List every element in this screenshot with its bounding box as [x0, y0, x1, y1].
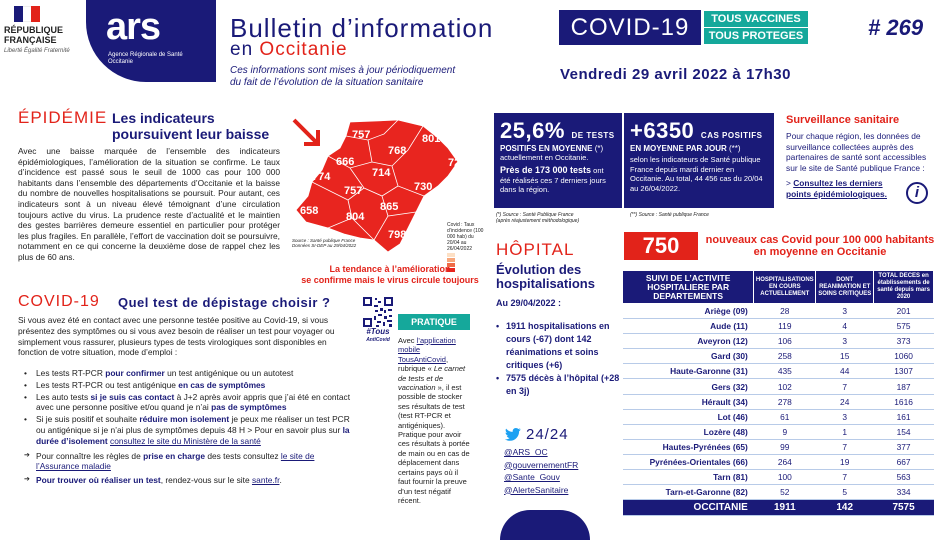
- table-cell-rea: 44: [816, 364, 874, 379]
- epidemie-subheading: Les indicateurs poursuivent leur baisse: [112, 110, 270, 142]
- source-note-2: (**) Source : Santé publique France: [630, 212, 709, 218]
- map-value: 865: [380, 201, 399, 213]
- col-header: TOTAL DECES en établissements de santé depuis mars 2020: [874, 271, 934, 304]
- twitter-link[interactable]: @Sante_Gouv: [504, 472, 560, 482]
- tests-subheading: Quel test de dépistage choisir ?: [118, 295, 331, 310]
- tousanticovid-label: #Tous AntiCovid: [366, 327, 390, 343]
- list-item: • Les tests RT-PCR pour confirmer un test antigénique ou un autotest: [22, 368, 358, 379]
- table-cell-deces: 154: [874, 424, 934, 439]
- table-cell-deces: 373: [874, 334, 934, 349]
- table-cell-deces: 1307: [874, 364, 934, 379]
- table-cell-deces: 377: [874, 439, 934, 454]
- rf-title: RÉPUBLIQUE FRANÇAISE: [4, 25, 64, 45]
- hopital-heading: HÔPITAL: [496, 240, 575, 259]
- table-cell-deces: 563: [874, 470, 934, 485]
- table-row: [623, 319, 934, 334]
- map-value: 757: [344, 185, 363, 197]
- bulletin-date: Vendredi 29 avril 2022 à 17h30: [560, 66, 791, 83]
- subtitle: Ces informations sont mises à jour périodiquement du fait de l’évolution de la situation sanitaire: [230, 65, 456, 88]
- map-value: 714: [372, 167, 391, 179]
- table-cell-dep: Gers (32): [623, 379, 754, 394]
- table-cell-rea: 7: [816, 439, 874, 454]
- table-cell-rea: 3: [816, 304, 874, 319]
- positivity-box: 25,6% DE TESTS POSITIFS EN MOYENNE (*) actuellement en Occitanie. Près de 173 000 tests ont été réalisés ces 7 derniers jours dans la région.: [494, 113, 622, 208]
- table-row: [623, 334, 934, 349]
- table-cell-dep: Pyrénées-Orientales (66): [623, 454, 754, 469]
- ars-sub: Agence Régionale de Santé Occitanie: [108, 52, 183, 65]
- table-cell-rea: 15: [816, 349, 874, 364]
- qr-code-icon: [362, 296, 394, 328]
- french-flag-icon: [14, 6, 40, 22]
- epidemie-heading: ÉPIDÉMIE: [18, 108, 108, 127]
- table-cell-deces: 187: [874, 379, 934, 394]
- incidence-text: nouveaux cas Covid pour 100 000 habitants en moyenne en Occitanie: [705, 234, 935, 258]
- table-cell-deces: 1616: [874, 394, 934, 409]
- table-cell-rea: 7: [816, 470, 874, 485]
- positivity-rate: 25,6%: [500, 118, 565, 143]
- table-cell-dep: OCCITANIE: [623, 500, 754, 516]
- table-cell-hosp: 99: [754, 439, 816, 454]
- hopital-date: Au 29/04/2022 :: [496, 298, 562, 308]
- table-cell-hosp: 1911: [754, 500, 816, 516]
- table-cell-rea: 19: [816, 454, 874, 469]
- title-region: Occitanie: [259, 39, 348, 60]
- table-row: [623, 424, 934, 439]
- sante-fr-link[interactable]: sante.fr: [251, 475, 280, 486]
- table-row: [623, 304, 934, 319]
- table-cell-hosp: 435: [754, 364, 816, 379]
- col-header: SUIVI DE L’ACTIVITE HOSPITALIERE PAR DEPARTEMENTS: [623, 271, 754, 304]
- table-cell-dep: Haute-Garonne (31): [623, 364, 754, 379]
- table-cell-dep: Lozère (48): [623, 424, 754, 439]
- ministere-link[interactable]: consultez le site du Ministère de la santé: [110, 435, 261, 446]
- table-row: [623, 394, 934, 409]
- table-cell-hosp: 119: [754, 319, 816, 334]
- hospital-table: [622, 270, 934, 516]
- decorative-shape: [500, 510, 590, 540]
- tests-heading: COVID-19: [18, 293, 100, 310]
- down-arrow-icon: [294, 120, 318, 144]
- map-legend-title: Covid : Taux d’incidence (100 000 hab) du 20/04 au 26/04/2022: [447, 222, 484, 252]
- list-item: • Si je suis positif et souhaite réduire mon isolement je peux me réaliser un test PCR ou antigénique si je n’ai plus de symptômes depuis 48 H > Pour en savoir plus sur la durée d’isolement consultez le site du Ministère de la santé: [22, 414, 358, 446]
- table-cell-hosp: 28: [754, 304, 816, 319]
- table-cell-hosp: 52: [754, 485, 816, 500]
- table-row: [623, 364, 934, 379]
- map-value: 727: [448, 157, 467, 169]
- table-cell-deces: 1060: [874, 349, 934, 364]
- table-total-row: [623, 500, 934, 516]
- table-header-row: [623, 271, 934, 304]
- table-row: [623, 349, 934, 364]
- list-item: ➔ Pour trouver où réaliser un test, rendez-vous sur le site sante.fr.: [22, 475, 358, 486]
- table-cell-rea: 3: [816, 409, 874, 424]
- hopital-list: [496, 320, 620, 398]
- col-header: HOSPITALISATIONS EN COURS ACTUELLEMENT: [754, 271, 816, 304]
- epidemie-text: Avec une baisse marquée de l’ensemble des indicateurs épidémiologiques, l’amélioration de la situation se confirme. Le taux d’incidence est passé sous le seuil de 1000 cas pour 100 000 habitants dans l’ensemble des départements d’Occitanie et la baisse du nombre de nouvelles hospitalisations se poursuit. Pour autant, ces indicateurs sont à un niveau élevé témoignant d’une circulation toujours active du virus. La prudence reste d’actualité et le maintien des gestes barrières demeure essentiel en particulier pour protéger les plus fragiles. En parallèle, l’effort de vaccination doit se poursuivre, notamment en ce qui concerne la deuxième dose de rappel chez les plus de 60 ans.: [18, 146, 280, 262]
- map-value: 801: [422, 133, 441, 145]
- cases-box: +6350 CAS POSITIFS EN MOYENNE PAR JOUR (**) selon les indicateurs de Santé publique France depuis mardi dernier en Occitanie. Au total, 44 456 cas du 20/04 au 26/04/2022.: [624, 113, 774, 208]
- table-cell-dep: Tarn (81): [623, 470, 754, 485]
- map-value: 658: [300, 205, 319, 217]
- table-cell-hosp: 9: [754, 424, 816, 439]
- map-value: 730: [414, 181, 433, 193]
- list-item: ➔ Pour connaître les règles de prise en charge des tests consultez le site de l’Assurance maladie: [22, 451, 358, 473]
- table-cell-hosp: 106: [754, 334, 816, 349]
- map-value: 757: [352, 129, 371, 141]
- map-value: 798: [388, 229, 407, 241]
- table-cell-hosp: 61: [754, 409, 816, 424]
- table-cell-deces: 7575: [874, 500, 934, 516]
- issue-number: # 269: [868, 15, 924, 40]
- col-header: DONT REANIMATION ET SOINS CRITIQUES: [816, 271, 874, 304]
- table-cell-deces: 667: [874, 454, 934, 469]
- table-cell-dep: Tarn-et-Garonne (82): [623, 485, 754, 500]
- title-line2: en Occitanie: [230, 39, 348, 60]
- table-row: [623, 485, 934, 500]
- map-value: 774: [312, 171, 331, 183]
- table-cell-rea: 142: [816, 500, 874, 516]
- twitter-icon: [504, 428, 522, 442]
- table-cell-deces: 161: [874, 409, 934, 424]
- twitter-accounts: [504, 446, 578, 496]
- table-cell-dep: Aude (11): [623, 319, 754, 334]
- table-row: [623, 409, 934, 424]
- title-line1: Bulletin d’information: [230, 13, 494, 43]
- twitter-link[interactable]: @AlerteSanitaire: [504, 484, 569, 495]
- table-cell-rea: 7: [816, 379, 874, 394]
- list-item: • 1911 hospitalisations en cours (-67) dont 142 réanimations et soins critiques (+6): [496, 320, 620, 372]
- info-icon: i: [906, 182, 928, 204]
- map-value: 666: [336, 156, 355, 168]
- table-cell-rea: 1: [816, 424, 874, 439]
- table-cell-hosp: 278: [754, 394, 816, 409]
- covid-label: COVID-19: [559, 10, 701, 45]
- table-cell-hosp: 264: [754, 454, 816, 469]
- table-row: [623, 470, 934, 485]
- table-cell-rea: 3: [816, 334, 874, 349]
- twitter-title: 24/24: [526, 426, 569, 443]
- table-cell-deces: 201: [874, 304, 934, 319]
- table-cell-dep: Hautes-Pyrénées (65): [623, 439, 754, 454]
- vaccination-badge: TOUS VACCINES TOUS PROTEGES: [704, 11, 808, 44]
- republique-francaise-logo: [4, 6, 84, 78]
- surveillance-heading: Surveillance sanitaire: [786, 114, 900, 126]
- surveillance-link[interactable]: > Consultez les derniers points épidémiologiques.: [786, 178, 887, 199]
- map-source: Source : Santé publique France Données SI-DEP au 29/04/2022: [292, 238, 357, 248]
- table-cell-hosp: 100: [754, 470, 816, 485]
- tests-intro: Si vous avez été en contact avec une personne testée positive au Covid-19, si vous présentez des symptômes ou si vous avez besoin de réaliser un test pour voyager ou simplement vous rassurer, plusieurs types de tests virologiques sont disponibles en fonction de votre situation, mode d’emploi :: [18, 315, 335, 358]
- ars-name: ars: [106, 6, 161, 48]
- table-cell-rea: 24: [816, 394, 874, 409]
- table-cell-hosp: 258: [754, 349, 816, 364]
- map-value: 768: [388, 145, 407, 157]
- daily-cases: +6350: [630, 118, 695, 143]
- table-row: [623, 439, 934, 454]
- list-item: • Les auto tests si je suis cas contact à J+2 après avoir appris que j’ai été en contact avec une personne positive et/ou quand je n’ai pas de symptômes: [22, 392, 358, 414]
- tests-list: [22, 368, 358, 487]
- table-cell-deces: 575: [874, 319, 934, 334]
- hopital-subheading: Évolution des hospitalisations: [496, 262, 595, 291]
- table-cell-rea: 4: [816, 319, 874, 334]
- incidence-badge: 750: [624, 232, 698, 260]
- table-row: [623, 379, 934, 394]
- pratique-text: Avec l’application mobile TousAntiCovid, rubrique « Le carnet de tests et de vaccination », il est possible de stocker ses résultats de test (test RT-PCR et antigéniques). Pratique pour avoir ces résultats à portée de main ou en cas de déplacement dans certains pays où il faut fournir la preuve d’un test négatif récent.: [398, 336, 470, 505]
- assurance-maladie-link[interactable]: le site de l’Assurance maladie: [36, 450, 315, 472]
- table-cell-dep: Lot (46): [623, 409, 754, 424]
- table-cell-rea: 5: [816, 485, 874, 500]
- rf-motto: Liberté Égalité Fraternité: [4, 48, 70, 54]
- list-item: • 7575 décès à l’hôpital (+28 en 3j): [496, 372, 620, 398]
- pratique-badge: PRATIQUE: [398, 314, 470, 330]
- table-cell-dep: Gard (30): [623, 349, 754, 364]
- twitter-link[interactable]: @gouvernementFR: [504, 459, 579, 470]
- table-cell-dep: Hérault (34): [623, 394, 754, 409]
- tousanticovid-link[interactable]: l’application mobile TousAntiCovid: [398, 336, 456, 364]
- list-item: • Les tests RT-PCR ou test antigénique en cas de symptômes: [22, 380, 358, 391]
- twitter-link[interactable]: @ARS_OC: [504, 447, 548, 457]
- table-cell-deces: 334: [874, 485, 934, 500]
- table-cell-dep: Aveyron (12): [623, 334, 754, 349]
- map-value: 804: [346, 211, 365, 223]
- table-row: [623, 454, 934, 469]
- table-cell-dep: Ariège (09): [623, 304, 754, 319]
- source-note-1: (*) Source : Santé Publique France (après réajustement méthodologique): [496, 212, 580, 224]
- tendance-note: La tendance à l’amélioration se confirme mais le virus circule toujours: [301, 264, 479, 285]
- surveillance-text: Pour chaque région, les données de surveillance collectées auprès des partenaires de santé sont accessibles sur le site de Santé publique France :: [786, 131, 927, 173]
- ars-logo: [86, 0, 216, 82]
- table-cell-hosp: 102: [754, 379, 816, 394]
